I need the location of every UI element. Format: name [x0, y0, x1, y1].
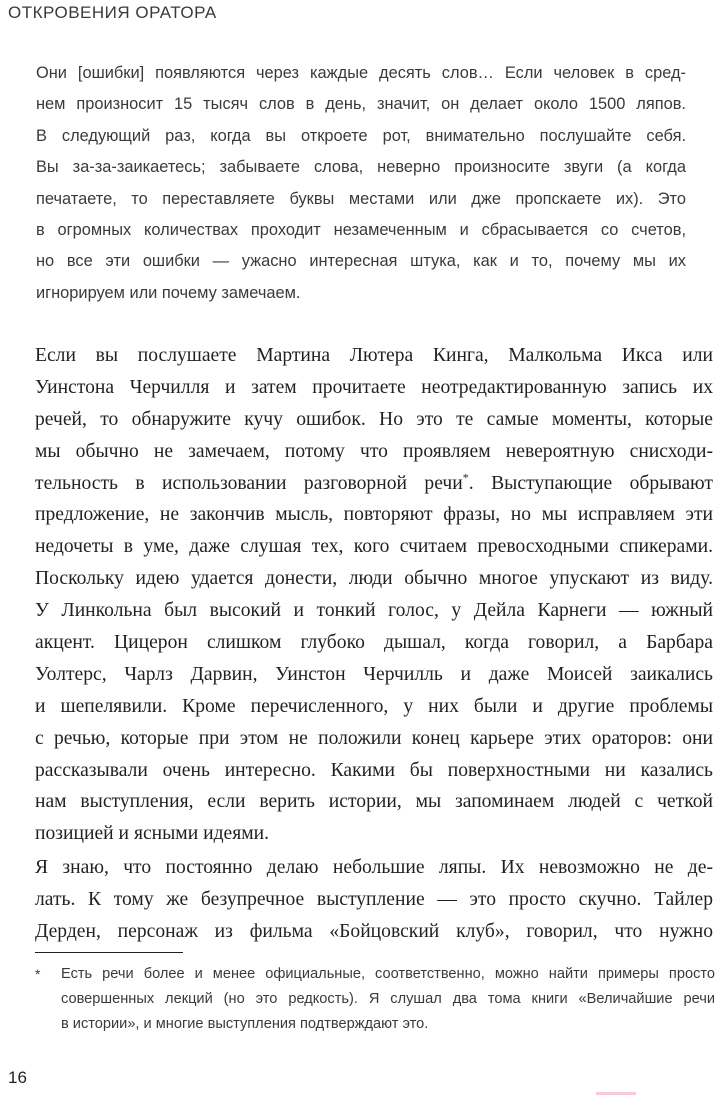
text-line: Уинстона Черчилля и затем прочитаете неотредактированную запись их — [35, 376, 713, 398]
edge-mark — [596, 1092, 636, 1095]
text-line: предложение, не закончив мысль, повторяют фразы, но мы исправляем эти — [35, 504, 713, 526]
text-segment: . Выступающие обрывают — [468, 472, 713, 494]
page-number: 16 — [8, 1068, 27, 1087]
text-line: и шепелявили. Кроме перечисленного, у них были и другие проблемы — [35, 695, 713, 717]
quote-line: игнорируем или почему замечаем. — [36, 283, 301, 302]
footnote-divider — [35, 952, 183, 953]
quote-line: Вы за-за-заикаетесь; забываете слова, неверно произносите звуги (а когда — [36, 158, 686, 177]
text-segment: тельность в использовании разговорной речи — [35, 472, 463, 494]
text-line: речей, то обнаружите кучу ошибок. Но это те самые моменты, которые — [35, 408, 713, 430]
text-line: нам выступления, если верить истории, мы запоминаем людей с четкой — [35, 791, 713, 813]
text-line: Поскольку идею удается донести, люди обычно многое упускают из виду. — [35, 568, 713, 590]
text-line: позицией и ясными идеями. — [35, 823, 270, 845]
quote-line: нем произносит 15 тысяч слов в день, значит, он делает около 1500 ляпов. — [36, 95, 686, 114]
running-title: ОТКРОВЕНИЯ ОРАТОРА — [8, 3, 217, 22]
paragraph — [35, 852, 713, 948]
quote-line: в огромных количествах проходит незамеченным и сбрасывается со счетов, — [36, 220, 686, 239]
text-line: мы обычно не замечаем, потому что проявляем невероятную снисходи- — [35, 440, 713, 462]
text-line: Если вы послушаете Мартина Лютера Кинга, Малкольма Икса или — [35, 345, 713, 366]
quote-line: печатаете, то переставляете буквы местами или дже пропскаете их). Это — [36, 189, 686, 208]
block-quote — [36, 58, 686, 309]
text-line: рассказывали очень интересно. Какими бы поверхностными ни казались — [35, 759, 713, 781]
footnote-line: Есть речи более и менее официальные, соответственно, можно найти примеры просто — [61, 966, 715, 982]
text-line: лать. К тому же безупречное выступление — это просто скучно. Тайлер — [35, 889, 713, 911]
footnote-reference[interactable]: * — [462, 470, 469, 485]
text-line: акцент. Цицерон слишком глубоко дышал, когда говорил, а Барбара — [35, 632, 713, 654]
main-text — [35, 340, 713, 948]
paragraph — [35, 340, 713, 850]
quote-line: В следующий раз, когда вы откроете рот, внимательно послушайте себя. — [36, 126, 686, 145]
quote-line: Они [ошибки] появляются через каждые десять слов… Если человек в сред- — [36, 64, 686, 82]
footnote — [35, 962, 715, 1037]
footnote-line: совершенных лекций (но это редкость). Я слушал два тома книги «Величайшие речи — [61, 991, 715, 1007]
text-line: Уолтерс, Чарлз Дарвин, Уинстон Черчилль и даже Моисей заикались — [35, 663, 713, 685]
text-line — [35, 468, 713, 500]
text-line: недочеты в уме, даже слушая тех, кого считаем превосходными спикерами. — [35, 536, 713, 558]
text-line: с речью, которые при этом не положили конец карьере этих ораторов: они — [35, 727, 713, 749]
text-line: Дерден, персонаж из фильма «Бойцовский клуб», говорил, что нужно — [35, 921, 713, 943]
quote-line: но все эти ошибки — ужасно интересная штука, как и то, почему мы их — [36, 252, 686, 271]
footnote-marker: * — [35, 966, 41, 982]
text-line: Я знаю, что постоянно делаю небольшие ляпы. Их невозможно не де- — [35, 857, 713, 879]
text-line: У Линкольна был высокий и тонкий голос, у Дейла Карнеги — южный — [35, 600, 713, 622]
footnote-line: в истории», и многие выступления подтверждают это. — [61, 1016, 429, 1032]
